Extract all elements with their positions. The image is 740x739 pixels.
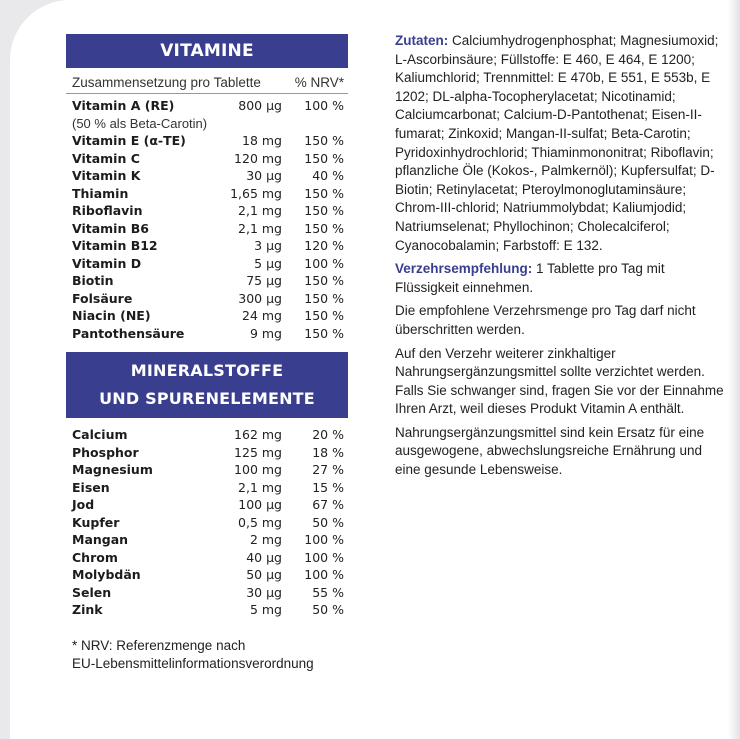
nutrient-amount: 18 mg	[242, 133, 282, 148]
table-row	[66, 255, 348, 273]
nutrient-nrv: 150 %	[304, 220, 344, 236]
nutrient-nrv: 150 %	[304, 325, 344, 341]
nutrient-amount: 9 mg	[249, 325, 282, 341]
nutrient-nrv: 100 %	[304, 255, 344, 271]
nutrient-name: Mangan	[72, 532, 129, 547]
nutrient-name: Riboflavin	[72, 203, 143, 218]
nutrient-nrv: 50 %	[312, 514, 344, 530]
nutrient-amount: 2,1 mg	[238, 203, 282, 218]
nutrient-amount: 3 µg	[254, 238, 282, 253]
nutrient-name: Phosphor	[72, 444, 139, 460]
nutrient-name: Pantothensäure	[72, 325, 185, 341]
table-row	[66, 479, 348, 497]
nutrient-name: Thiamin	[72, 185, 129, 201]
nutrient-name: Biotin	[72, 273, 114, 288]
label-panel	[10, 0, 740, 739]
nutrient-name: Vitamin C	[72, 150, 140, 166]
nutrient-name: Vitamin D	[72, 255, 142, 271]
table-row	[66, 185, 348, 203]
nutrient-amount: 300 µg	[238, 290, 282, 306]
table-row	[66, 115, 348, 133]
nutrient-nrv: 120 %	[304, 238, 344, 253]
nutrient-amount: 24 mg	[242, 308, 282, 323]
nutrient-nrv: 100 %	[304, 567, 344, 582]
nutrient-nrv: 67 %	[312, 497, 344, 512]
nutrient-name: Magnesium	[72, 462, 153, 477]
nutrient-amount: 2 mg	[249, 532, 282, 547]
nutrient-name: Eisen	[72, 479, 110, 495]
ingredients-text: Calciumhydrogenphosphat; Magnesiumoxid; L-Ascorbinsäure; Füllstoffe: E 460, E 464, E 1200; Kaliumchlorid; Trennmittel: E 470b, E 551, E 553b, E 1202; DL-alpha-Tocopherylacetat; Nicotinamid; Calciumcarbonat; Calcium-D-Pantothenat; Eisen-II-fumarat; Zinkoxid; Mangan-II-sulfat; Beta-Carotin; Pyridoxinhydrochlorid; Thiaminmononitrat; Riboflavin; pflanzliche Öle (Kokos-, Palmkernöl); Kupfersulfat; D-Biotin; Retinylacetat; Pteroylmonoglutaminsäure; Chrom-III-chlorid; Natriummolybdat; Kaliumjodid; Natriumselenat; Phyllochinon; Cholecalciferol; Cyanocobalamin; Farbstoff: E 132.	[395, 33, 719, 253]
minerals-header-line2: UND SPURENELEMENTE	[99, 389, 315, 408]
nutrient-amount: 100 µg	[238, 497, 282, 512]
nutrient-nrv: 15 %	[312, 479, 344, 495]
nutrient-nrv: 40 %	[312, 168, 344, 183]
dosage-text: 1 Tablette pro Tag mit Flüssigkeit einnehmen.	[395, 261, 665, 295]
note-no-substitute: Nahrungsergänzungsmittel sind kein Ersatz für eine ausgewogene, abwechslungsreiche Ernährung und eine gesunde Lebensweise.	[395, 424, 705, 478]
nutrient-amount: 1,65 mg	[230, 185, 282, 201]
nutrient-nrv: 150 %	[304, 203, 344, 218]
minerals-table	[66, 426, 348, 619]
nutrient-name: Vitamin A (RE)	[72, 98, 175, 113]
nutrient-name: Kupfer	[72, 514, 120, 530]
table-row	[66, 426, 348, 444]
nutrient-nrv: 150 %	[304, 150, 344, 166]
table-row	[66, 496, 348, 514]
nutrient-amount: 100 mg	[234, 462, 282, 477]
nutrient-note: (50 % als Beta-Carotin)	[72, 115, 208, 131]
nutrient-nrv: 150 %	[304, 308, 344, 323]
nutrient-name: Chrom	[72, 549, 118, 565]
nutrient-name: Niacin (NE)	[72, 308, 151, 323]
nutrient-name: Vitamin B6	[72, 220, 149, 236]
nutrient-amount: 120 mg	[234, 150, 282, 166]
nutrient-nrv: 50 %	[312, 602, 344, 617]
table-row	[66, 272, 348, 290]
composition-column-header: Zusammensetzung pro Tablette	[72, 75, 261, 90]
nutrient-name: Folsäure	[72, 290, 133, 306]
nutrient-amount: 50 µg	[246, 567, 282, 582]
nutrient-amount: 2,1 mg	[238, 479, 282, 495]
nutrient-name: Calcium	[72, 427, 128, 442]
nutrient-name: Selen	[72, 584, 112, 600]
nutrient-name: Jod	[72, 497, 95, 512]
footnote-line2: EU-Lebensmittelinformationsverordnung	[72, 655, 314, 671]
nutrient-nrv: 100 %	[304, 549, 344, 565]
table-row	[66, 307, 348, 325]
note-zinc-pregnancy: Auf den Verzehr weiterer zinkhaltiger Nahrungsergänzungsmittel sollte verzichtet werden. Falls Sie schwanger sind, fragen Sie vor der Einnahme Ihren Arzt, weil dieses Produkt Vitamin A enthält.	[395, 345, 724, 417]
nutrition-facts-column	[66, 34, 348, 673]
table-row	[66, 444, 348, 462]
table-row	[66, 290, 348, 308]
table-row	[66, 531, 348, 549]
nutrient-nrv: 18 %	[312, 444, 344, 460]
nutrient-amount: 75 µg	[246, 273, 282, 288]
table-row	[66, 584, 348, 602]
table-row	[66, 237, 348, 255]
table-row	[66, 97, 348, 115]
nutrient-amount: 2,1 mg	[238, 220, 282, 236]
nutrient-amount: 162 mg	[234, 427, 282, 442]
dosage-paragraph	[395, 260, 725, 297]
table-row	[66, 167, 348, 185]
note-max-dose: Die empfohlene Verzehrsmenge pro Tag darf nicht überschritten werden.	[395, 303, 696, 337]
ingredients-label: Zutaten:	[395, 33, 449, 48]
product-info-column	[395, 32, 725, 485]
dosage-label: Verzehrsempfehlung:	[395, 261, 533, 277]
nutrient-amount: 0,5 mg	[238, 514, 282, 530]
nutrient-name: Zink	[72, 602, 103, 617]
nutrient-nrv: 20 %	[312, 427, 344, 442]
ingredients-paragraph	[395, 32, 725, 255]
nutrient-name: Vitamin B12	[72, 238, 158, 253]
table-row	[66, 601, 348, 619]
table-row	[66, 202, 348, 220]
table-row	[66, 325, 348, 343]
nutrient-nrv: 100 %	[304, 532, 344, 547]
table-header	[66, 68, 348, 94]
table-row	[66, 549, 348, 567]
nutrient-name: Vitamin K	[72, 168, 141, 183]
nutrient-nrv: 150 %	[304, 185, 344, 201]
vitamins-header: VITAMINE	[66, 34, 348, 68]
nutrient-amount: 30 µg	[246, 584, 282, 600]
nutrient-amount: 800 µg	[238, 98, 282, 113]
nrv-footnote	[66, 637, 348, 673]
nutrient-amount: 40 µg	[246, 549, 282, 565]
vitamins-table	[66, 97, 348, 342]
table-row	[66, 220, 348, 238]
nutrient-nrv: 100 %	[304, 98, 344, 113]
nutrient-amount: 125 mg	[234, 444, 282, 460]
nrv-column-header: % NRV*	[294, 75, 344, 90]
footnote-line1: * NRV: Referenzmenge nach	[72, 637, 246, 653]
minerals-header	[66, 352, 348, 418]
nutrient-nrv: 150 %	[304, 133, 344, 148]
nutrient-nrv: 55 %	[312, 584, 344, 600]
nutrient-amount: 5 mg	[249, 602, 282, 617]
table-row	[66, 566, 348, 584]
table-row	[66, 132, 348, 150]
table-row	[66, 514, 348, 532]
table-row	[66, 461, 348, 479]
nutrient-nrv: 150 %	[304, 273, 344, 288]
nutrient-name: Molybdän	[72, 567, 141, 582]
nutrient-nrv: 27 %	[312, 462, 344, 477]
minerals-header-line1: MINERALSTOFFE	[130, 361, 284, 380]
nutrient-nrv: 150 %	[304, 290, 344, 306]
nutrient-amount: 30 µg	[246, 168, 282, 183]
table-row	[66, 150, 348, 168]
nutrient-amount: 5 µg	[254, 255, 282, 271]
nutrient-name: Vitamin E (α-TE)	[72, 133, 186, 148]
